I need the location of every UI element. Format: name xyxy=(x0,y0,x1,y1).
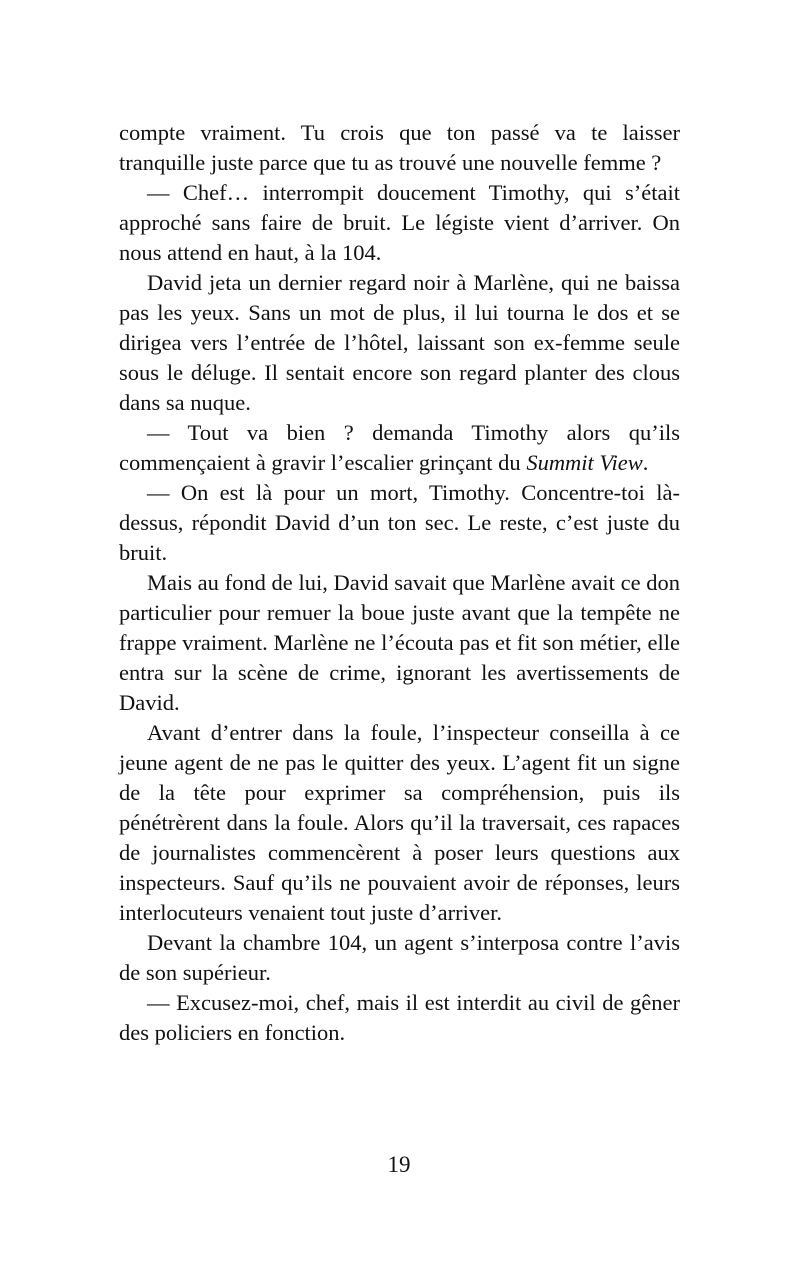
paragraph-4 xyxy=(119,418,680,478)
paragraph-1: compte vraiment. Tu crois que ton passé va te laisser tranquille juste parce que tu as trouvé une nouvelle femme ? xyxy=(119,120,680,175)
page-number: 19 xyxy=(387,1152,411,1177)
hotel-name: Summit View xyxy=(526,450,643,475)
paragraph-8: Devant la chambre 104, un agent s’interposa contre l’avis de son supérieur. xyxy=(119,930,680,985)
paragraph-5: — On est là pour un mort, Timothy. Concentre-toi là-dessus, répondit David d’un ton sec. Le reste, c’est juste du bruit. xyxy=(119,480,680,565)
paragraph-3: David jeta un dernier regard noir à Marlène, qui ne baissa pas les yeux. Sans un mot de plus, il lui tourna le dos et se dirigea vers l’entrée de l’hôtel, laissant son ex-femme seule sous le déluge. Il sentait encore son regard planter des clous dans sa nuque. xyxy=(119,270,680,415)
paragraph-7: Avant d’entrer dans la foule, l’inspecteur conseilla à ce jeune agent de ne pas le quitter des yeux. L’agent fit un signe de la tête pour exprimer sa compréhension, puis ils pénétrèrent dans la foule. Alors qu’il la traversait, ces rapaces de journalistes commencèrent à poser leurs questions aux inspecteurs. Sauf qu’ils ne pouvaient avoir de réponses, leurs interlocuteurs venaient tout juste d’arriver. xyxy=(119,720,680,925)
paragraph-9: — Excusez-moi, chef, mais il est interdit au civil de gêner des policiers en fonction. xyxy=(119,990,680,1045)
paragraph-4-end: . xyxy=(642,450,649,475)
paragraph-6: Mais au fond de lui, David savait que Marlène avait ce don particulier pour remuer la boue juste avant que la tempête ne frappe vraiment. Marlène ne l’écouta pas et fit son métier, elle entra sur la scène de crime, ignorant les avertissements de David. xyxy=(119,570,680,715)
body-text xyxy=(119,118,680,1048)
paragraph-4-text: — Tout va bien ? demanda Timothy alors qu’ils commençaient à gravir l’escalier grinçant du xyxy=(119,420,680,475)
paragraph-2: — Chef… interrompit doucement Timothy, qui s’était approché sans faire de bruit. Le légiste vient d’arriver. On nous attend en haut, à la 104. xyxy=(119,180,680,265)
